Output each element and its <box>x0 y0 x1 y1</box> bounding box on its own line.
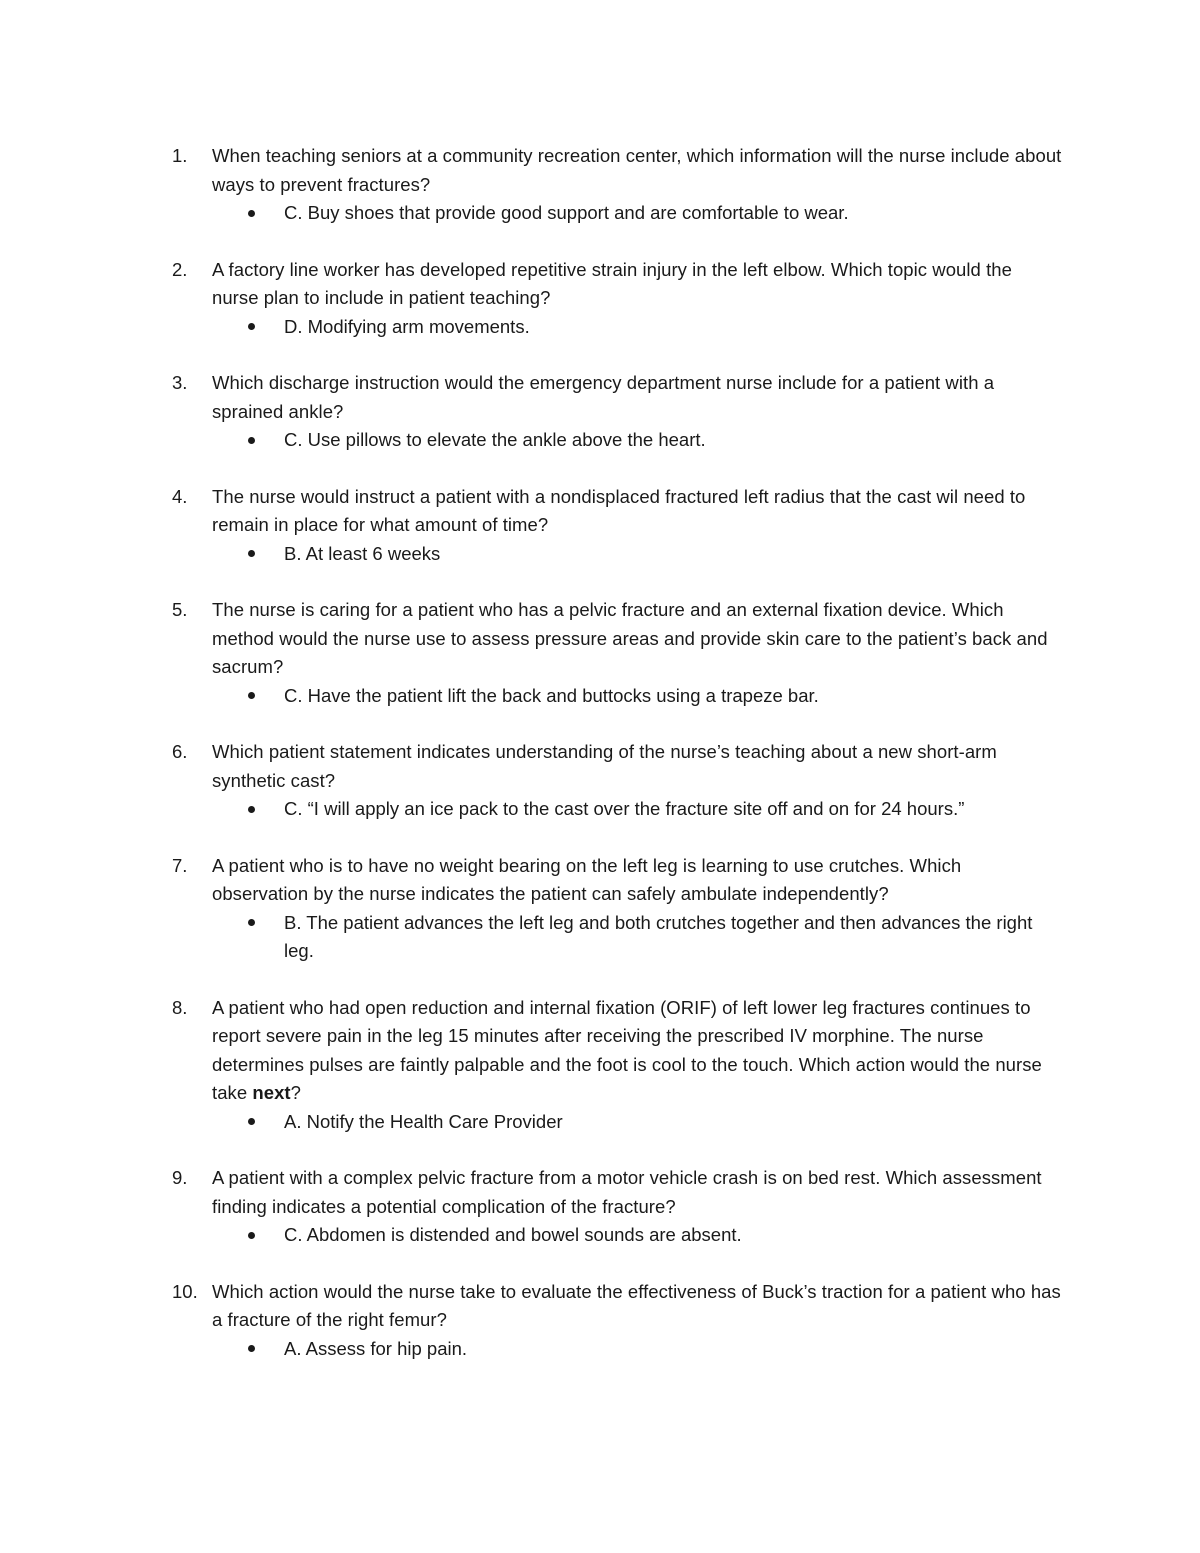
question-item <box>0 596 1200 710</box>
question-text-end: ? <box>290 1082 301 1103</box>
question-number: 1. <box>172 145 188 166</box>
question-item <box>0 369 1200 455</box>
question-item <box>0 1164 1200 1250</box>
question-text: Which action would the nurse take to evaluate the effectiveness of Buck’s traction for a patient who has a fracture of the right femur? <box>212 1280 1061 1330</box>
question-item <box>0 142 1200 228</box>
answer-item <box>284 795 1054 824</box>
answer-text: D. Modifying arm movements. <box>284 315 530 337</box>
question-text-emphasis: next <box>252 1082 291 1103</box>
question-number: 9. <box>172 1167 188 1188</box>
answer-item <box>284 426 1054 455</box>
question-text: A patient who is to have no weight bearing on the left leg is learning to use crutches. Which observation by the nurse indicates the patient can safely ambulate independently? <box>212 854 962 904</box>
question-number: 2. <box>172 258 188 280</box>
question-text: A patient with a complex pelvic fracture from a motor vehicle crash is on bed rest. Which assessment finding indicates a potential complication of the fracture? <box>212 1167 1042 1217</box>
question-text: The nurse is caring for a patient who has a pelvic fracture and an external fixation device. Which method would the nurse use to assess pressure areas and provide skin care to the patient’s back and sacrum? <box>212 599 1048 677</box>
question-text: A factory line worker has developed repetitive strain injury in the left elbow. Which topic would the nurse plan to include in patient teaching? <box>212 258 1012 308</box>
question-list <box>0 142 1200 1391</box>
question-item <box>0 483 1200 569</box>
bullet-icon <box>244 909 258 938</box>
answer-text: A. Notify the Health Care Provider <box>284 1110 563 1132</box>
question-item <box>0 852 1200 966</box>
bullet-icon <box>244 1335 258 1364</box>
answer-item <box>284 909 1054 966</box>
answer-text: A. Assess for hip pain. <box>284 1337 468 1359</box>
answer-item <box>284 1108 1054 1137</box>
bullet-icon <box>244 1108 258 1137</box>
bullet-icon <box>244 540 258 569</box>
answer-text: C. Use pillows to elevate the ankle above the heart. <box>284 429 706 450</box>
answer-item <box>284 313 1054 342</box>
question-number: 3. <box>172 372 188 393</box>
answer-text: B. At least 6 weeks <box>284 542 441 564</box>
question-number: 5. <box>172 599 188 620</box>
question-number: 10. <box>172 1280 198 1302</box>
question-item <box>0 1278 1200 1364</box>
question-number: 7. <box>172 854 188 876</box>
question-text: Which patient statement indicates understanding of the nurse’s teaching about a new short-arm synthetic cast? <box>212 741 997 791</box>
answer-item <box>284 1221 1054 1250</box>
answer-item <box>284 1335 1054 1364</box>
answer-text: C. Have the patient lift the back and buttocks using a trapeze bar. <box>284 684 819 706</box>
answer-text: C. “I will apply an ice pack to the cast over the fracture site off and on for 24 hours.” <box>284 798 965 819</box>
question-text: When teaching seniors at a community recreation center, which information will the nurse include about ways to prevent fractures? <box>212 145 1062 195</box>
question-text-main: A patient who had open reduction and internal fixation (ORIF) of left lower leg fractures continues to report severe pain in the leg 15 minutes after receiving the prescribed IV morphine. The nurse determines pulses are faintly palpable and the foot is cool to the touch. Which action would the nurse take <box>212 996 1042 1103</box>
answer-text: B. The patient advances the left leg and both crutches together and then advances the right leg. <box>284 911 1033 961</box>
question-text: Which discharge instruction would the emergency department nurse include for a patient with a sprained ankle? <box>212 372 995 422</box>
question-number: 8. <box>172 996 188 1018</box>
bullet-icon <box>244 313 258 342</box>
question-text: The nurse would instruct a patient with a nondisplaced fractured left radius that the cast wil need to remain in place for what amount of time? <box>212 485 1026 535</box>
question-item <box>0 994 1200 1137</box>
question-item <box>0 256 1200 342</box>
answer-item <box>284 540 1054 569</box>
question-number: 4. <box>172 485 188 507</box>
bullet-icon <box>244 426 258 455</box>
question-item <box>0 738 1200 824</box>
answer-text: C. Abdomen is distended and bowel sounds are absent. <box>284 1224 742 1245</box>
answer-item <box>284 682 1054 711</box>
bullet-icon <box>244 795 258 824</box>
question-number: 6. <box>172 741 188 762</box>
bullet-icon <box>244 199 258 228</box>
answer-item <box>284 199 1054 228</box>
answer-text: C. Buy shoes that provide good support and are comfortable to wear. <box>284 202 849 223</box>
bullet-icon <box>244 682 258 711</box>
bullet-icon <box>244 1221 258 1250</box>
question-text <box>212 994 1062 1108</box>
